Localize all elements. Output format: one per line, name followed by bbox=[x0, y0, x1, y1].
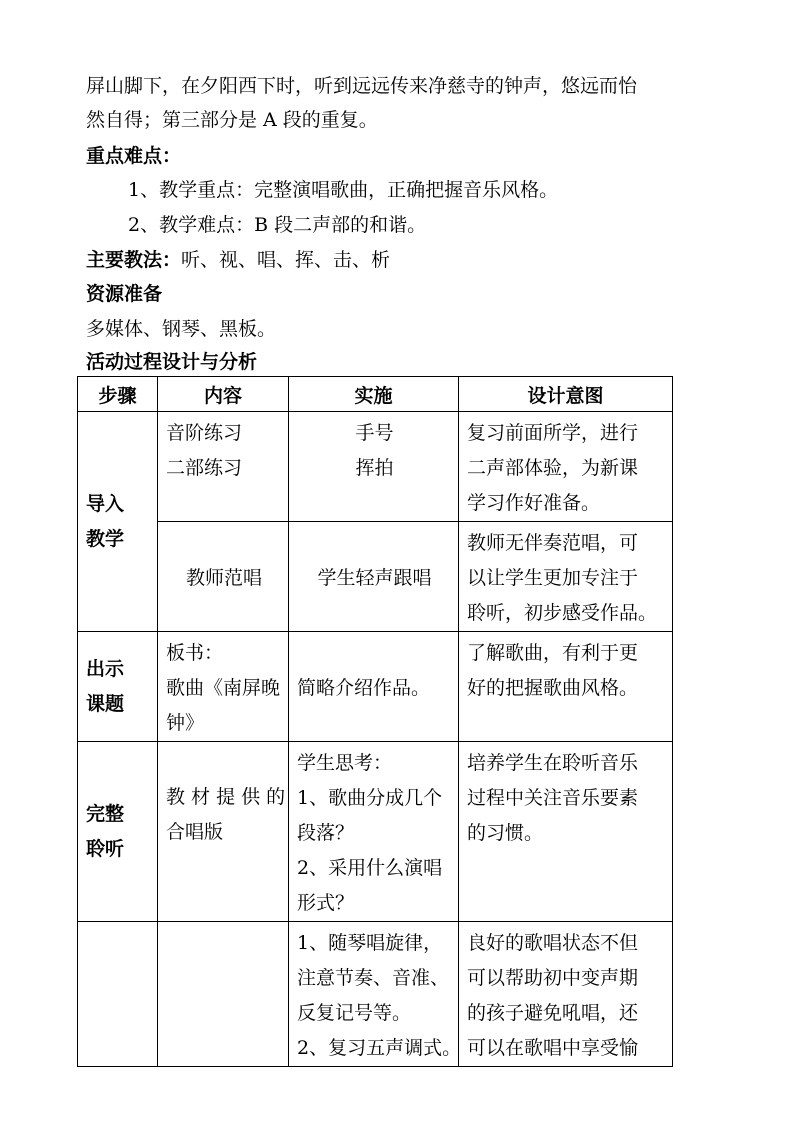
impl-text: 学生思考： bbox=[297, 752, 393, 774]
intent-text: 二声部体验，为新课 bbox=[467, 457, 639, 479]
step-text: 出示 bbox=[86, 657, 125, 680]
intent-text: 教师无伴奏范唱，可 bbox=[467, 532, 639, 554]
step-text: 导入 bbox=[86, 492, 125, 515]
intent-text: 复习前面所学，进行 bbox=[467, 422, 639, 444]
step-cell bbox=[78, 742, 158, 922]
intent-text: 良好的歌唱状态不但 bbox=[467, 932, 639, 954]
intent-text: 可以帮助初中变声期 bbox=[467, 967, 639, 989]
intro-line-1: 屏山脚下，在夕阳西下时，听到远远传来净慈寺的钟声，悠远而怡 bbox=[86, 75, 638, 97]
impl-text: 反复记号等。 bbox=[297, 1002, 412, 1024]
impl-cell bbox=[289, 632, 459, 742]
methods-line bbox=[86, 242, 390, 278]
table-row bbox=[78, 742, 673, 922]
intent-text: 过程中关注音乐要素 bbox=[467, 787, 639, 809]
activity-table bbox=[77, 376, 673, 1067]
impl-cell bbox=[289, 412, 459, 522]
step-text: 完整 bbox=[86, 802, 125, 825]
col-header-content: 内容 bbox=[158, 377, 289, 412]
impl-text: 简略介绍作品。 bbox=[297, 677, 431, 699]
impl-cell bbox=[289, 922, 462, 1067]
content-cell bbox=[158, 742, 289, 922]
intro-line-2: 然自得；第三部分是 A 段的重复。 bbox=[86, 109, 378, 131]
intent-cell bbox=[459, 742, 673, 922]
content-cell bbox=[158, 922, 289, 1067]
impl-text: 1、随琴唱旋律， bbox=[297, 932, 443, 954]
table-header-row bbox=[78, 377, 673, 412]
intent-cell bbox=[459, 522, 673, 632]
intent-cell bbox=[459, 922, 673, 1067]
col-header-intent: 设计意图 bbox=[459, 377, 673, 412]
intent-text: 的习惯。 bbox=[467, 822, 544, 844]
intent-text: 好的把握歌曲风格。 bbox=[467, 677, 639, 699]
impl-cell bbox=[289, 742, 459, 922]
content-cell bbox=[158, 632, 289, 742]
table-row bbox=[78, 522, 673, 632]
impl-text: 学生轻声跟唱 bbox=[317, 567, 432, 589]
impl-text: 挥拍 bbox=[355, 457, 394, 479]
table-row bbox=[78, 922, 673, 1067]
impl-text: 2、采用什么演唱 bbox=[297, 857, 443, 879]
impl-text: 1、歌曲分成几个 bbox=[297, 787, 443, 809]
key-point-1: 1、教学重点：完整演唱歌曲，正确把握音乐风格。 bbox=[128, 179, 559, 201]
intent-text: 学习作好准备。 bbox=[467, 492, 601, 514]
impl-text: 形式？ bbox=[297, 892, 355, 914]
step-cell bbox=[78, 412, 158, 632]
impl-text: 段落？ bbox=[297, 822, 355, 844]
content-text: 教师范唱 bbox=[185, 567, 262, 589]
intent-text: 聆听，初步感受作品。 bbox=[467, 602, 658, 624]
intent-cell bbox=[459, 412, 673, 522]
resources-text: 多媒体、钢琴、黑板。 bbox=[86, 318, 277, 340]
table-row bbox=[78, 632, 673, 742]
impl-text: 手号 bbox=[355, 422, 394, 444]
impl-text: 2、复习五声调式。 bbox=[297, 1037, 462, 1059]
content-text: 钟》 bbox=[166, 712, 205, 734]
activity-heading: 活动过程设计与分析 bbox=[86, 351, 258, 373]
content-text: 教 材 提 供 的 bbox=[166, 786, 286, 808]
intent-text: 培养学生在聆听音乐 bbox=[467, 752, 639, 774]
col-header-impl: 实施 bbox=[289, 377, 459, 412]
table-row bbox=[78, 412, 673, 522]
methods-heading: 主要教法： bbox=[86, 249, 182, 271]
intent-text: 以让学生更加专注于 bbox=[467, 567, 639, 589]
step-cell bbox=[78, 922, 158, 1067]
content-text: 二部练习 bbox=[166, 457, 243, 479]
step-cell bbox=[78, 632, 158, 742]
methods-text: 听、视、唱、挥、击、析 bbox=[181, 249, 391, 271]
col-header-step: 步骤 bbox=[78, 377, 158, 412]
content-text: 歌曲《南屏晚 bbox=[166, 677, 281, 699]
step-text: 教学 bbox=[86, 527, 125, 550]
intent-text: 的孩子避免吼唱，还 bbox=[467, 1002, 639, 1024]
key-point-2: 2、教学难点：B 段二声部的和谐。 bbox=[128, 214, 427, 236]
content-text: 板书： bbox=[166, 642, 224, 664]
intent-text: 了解歌曲，有利于更 bbox=[467, 642, 639, 664]
intent-cell bbox=[459, 632, 673, 742]
intent-text: 可以在歌唱中享受愉 bbox=[467, 1037, 639, 1059]
step-text: 聆听 bbox=[86, 837, 125, 860]
impl-cell bbox=[289, 522, 459, 632]
step-text: 课题 bbox=[86, 692, 125, 715]
content-text: 音阶练习 bbox=[166, 422, 243, 444]
resources-heading: 资源准备 bbox=[86, 283, 163, 305]
content-text: 合唱版 bbox=[166, 821, 224, 843]
key-points-heading: 重点难点： bbox=[86, 145, 182, 167]
impl-text: 注意节奏、音准、 bbox=[297, 967, 450, 989]
content-cell bbox=[158, 522, 289, 632]
content-cell bbox=[158, 412, 289, 522]
